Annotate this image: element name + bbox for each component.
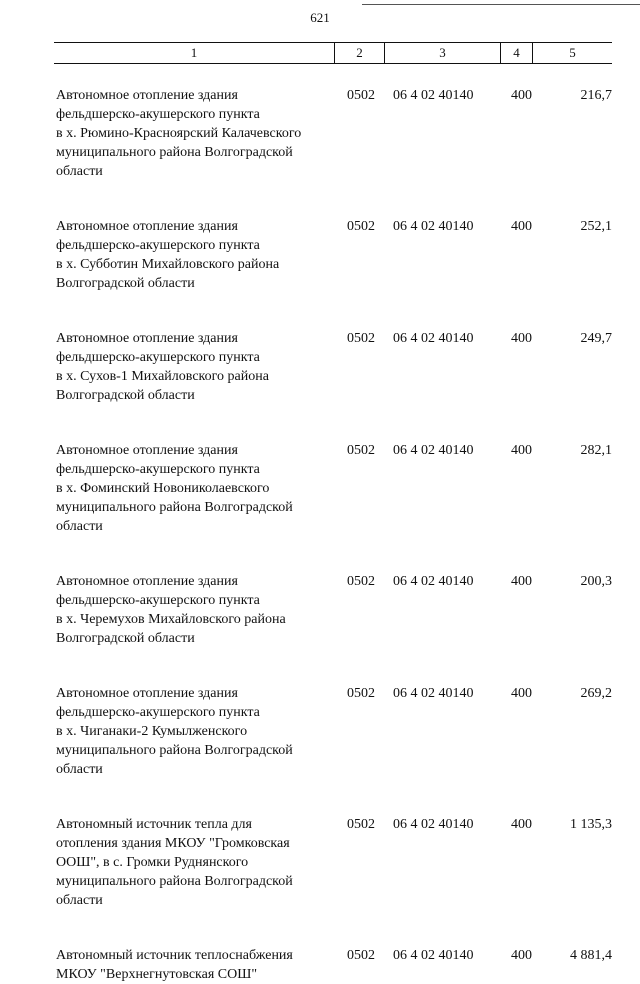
row-name-line: Автономное отопление здания xyxy=(56,88,238,103)
row-name-line: в х. Сухов-1 Михайловского района xyxy=(56,369,269,384)
row-amount: 1 135,3 xyxy=(570,817,612,832)
row-name-line: отопления здания МКОУ "Громковская xyxy=(56,836,290,851)
row-expense-type: 400 xyxy=(511,948,532,963)
table-row xyxy=(54,217,612,293)
row-name-line: в х. Черемухов Михайловского района xyxy=(56,612,286,627)
table-row xyxy=(54,815,612,910)
table-row xyxy=(54,86,612,181)
row-name-line: в х. Рюмино-Красноярский Калачевского xyxy=(56,126,302,141)
row-amount: 282,1 xyxy=(580,443,612,458)
row-expense-type: 400 xyxy=(511,574,532,589)
row-expense-type: 400 xyxy=(511,686,532,701)
header-col-3: 3 xyxy=(384,43,500,63)
row-section: 0502 xyxy=(347,443,375,458)
row-name xyxy=(54,441,334,536)
row-section: 0502 xyxy=(347,219,375,234)
row-section: 0502 xyxy=(347,331,375,346)
row-name-line: Волгоградской области xyxy=(56,631,195,646)
row-expense-type: 400 xyxy=(511,443,532,458)
row-name-line: в х. Чиганаки-2 Кумылженского xyxy=(56,724,248,739)
row-name-line: Автономное отопление здания xyxy=(56,574,238,589)
row-name-line: Автономное отопление здания xyxy=(56,686,238,701)
row-target-code: 06 4 02 40140 xyxy=(393,219,474,234)
row-name-line: Волгоградской области xyxy=(56,388,195,403)
header-col-1: 1 xyxy=(190,45,198,60)
row-name-line: фельдшерско-акушерского пункта xyxy=(56,462,260,477)
row-section: 0502 xyxy=(347,948,375,963)
row-target-code: 06 4 02 40140 xyxy=(393,88,474,103)
row-name-line: фельдшерско-акушерского пункта xyxy=(56,107,260,122)
row-name-line: Автономный источник тепла для xyxy=(56,817,252,832)
table-row xyxy=(54,572,612,648)
row-name-line: фельдшерско-акушерского пункта xyxy=(56,705,260,720)
row-target-code: 06 4 02 40140 xyxy=(393,948,474,963)
row-name-line: в х. Фоминский Новониколаевского xyxy=(56,481,270,496)
row-amount: 252,1 xyxy=(580,219,612,234)
row-name xyxy=(54,815,334,910)
header-col-5: 5 xyxy=(532,43,612,63)
row-target-code: 06 4 02 40140 xyxy=(393,686,474,701)
header-col-2: 2 xyxy=(334,43,384,63)
header-col-4: 4 xyxy=(500,43,532,63)
row-amount: 4 881,4 xyxy=(570,948,612,963)
top-rule xyxy=(362,4,640,5)
row-name-line: муниципального района Волгоградской xyxy=(56,500,293,515)
row-name xyxy=(54,217,334,293)
page-number: 621 xyxy=(310,10,330,25)
row-name-line: области xyxy=(56,762,103,777)
row-expense-type: 400 xyxy=(511,88,532,103)
row-expense-type: 400 xyxy=(511,219,532,234)
row-section: 0502 xyxy=(347,88,375,103)
row-amount: 200,3 xyxy=(580,574,612,589)
row-section: 0502 xyxy=(347,817,375,832)
table-row xyxy=(54,684,612,779)
row-amount: 269,2 xyxy=(580,686,612,701)
row-name-line: муниципального района Волгоградской xyxy=(56,743,293,758)
row-target-code: 06 4 02 40140 xyxy=(393,331,474,346)
row-target-code: 06 4 02 40140 xyxy=(393,574,474,589)
row-name-line: ООШ", в с. Громки Руднянского xyxy=(56,855,249,870)
row-name-line: Автономный источник теплоснабжения xyxy=(56,948,293,963)
row-name-line: области xyxy=(56,893,103,908)
table-row xyxy=(54,329,612,405)
row-section: 0502 xyxy=(347,686,375,701)
table-row xyxy=(54,946,612,984)
row-name-line: фельдшерско-акушерского пункта xyxy=(56,350,260,365)
row-name-line: фельдшерско-акушерского пункта xyxy=(56,238,260,253)
row-name-line: области xyxy=(56,519,103,534)
row-name-line: Автономное отопление здания xyxy=(56,219,238,234)
table-row xyxy=(54,441,612,536)
row-name-line: муниципального района Волгоградской xyxy=(56,145,293,160)
row-name-line: муниципального района Волгоградской xyxy=(56,874,293,889)
row-name xyxy=(54,684,334,779)
row-name-line: МКОУ "Верхнегнутовская СОШ" xyxy=(56,967,258,982)
row-target-code: 06 4 02 40140 xyxy=(393,443,474,458)
table-header xyxy=(54,42,612,64)
row-amount: 216,7 xyxy=(580,88,612,103)
table-body xyxy=(54,86,612,984)
row-name xyxy=(54,946,334,984)
row-name xyxy=(54,329,334,405)
row-expense-type: 400 xyxy=(511,331,532,346)
row-name-line: Волгоградской области xyxy=(56,276,195,291)
row-target-code: 06 4 02 40140 xyxy=(393,817,474,832)
row-name-line: фельдшерско-акушерского пункта xyxy=(56,593,260,608)
row-name-line: Автономное отопление здания xyxy=(56,443,238,458)
row-amount: 249,7 xyxy=(580,331,612,346)
row-section: 0502 xyxy=(347,574,375,589)
row-expense-type: 400 xyxy=(511,817,532,832)
row-name-line: в х. Субботин Михайловского района xyxy=(56,257,280,272)
row-name-line: области xyxy=(56,164,103,179)
row-name-line: Автономное отопление здания xyxy=(56,331,238,346)
row-name xyxy=(54,572,334,648)
row-name xyxy=(54,86,334,181)
